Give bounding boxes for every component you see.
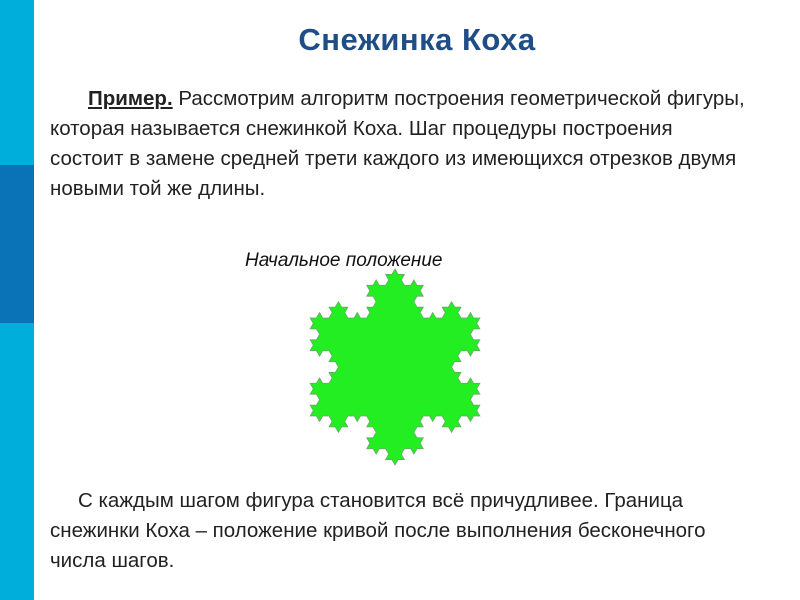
intro-label: Пример. — [88, 87, 173, 110]
intro-paragraph — [50, 84, 750, 204]
conclusion-paragraph: С каждым шагом фигура становится всё причудливее. Граница снежинки Коха – положение кривой после выполнения бесконечного числа шагов. — [50, 489, 706, 572]
intro-text: Рассмотрим алгоритм построения геометрической фигуры, которая называется снежинкой Коха. Шаг процедуры построения состоит в замене средней трети каждого из имеющихся отрезков двумя новыми той же длины. — [50, 87, 745, 200]
koch-snowflake-shape — [310, 269, 480, 465]
koch-snowflake-figure — [275, 232, 515, 492]
figure-caption: Начальное положение — [245, 250, 443, 271]
accent-sidebar-block — [0, 165, 34, 323]
slide-title: Снежинка Коха — [298, 22, 536, 57]
